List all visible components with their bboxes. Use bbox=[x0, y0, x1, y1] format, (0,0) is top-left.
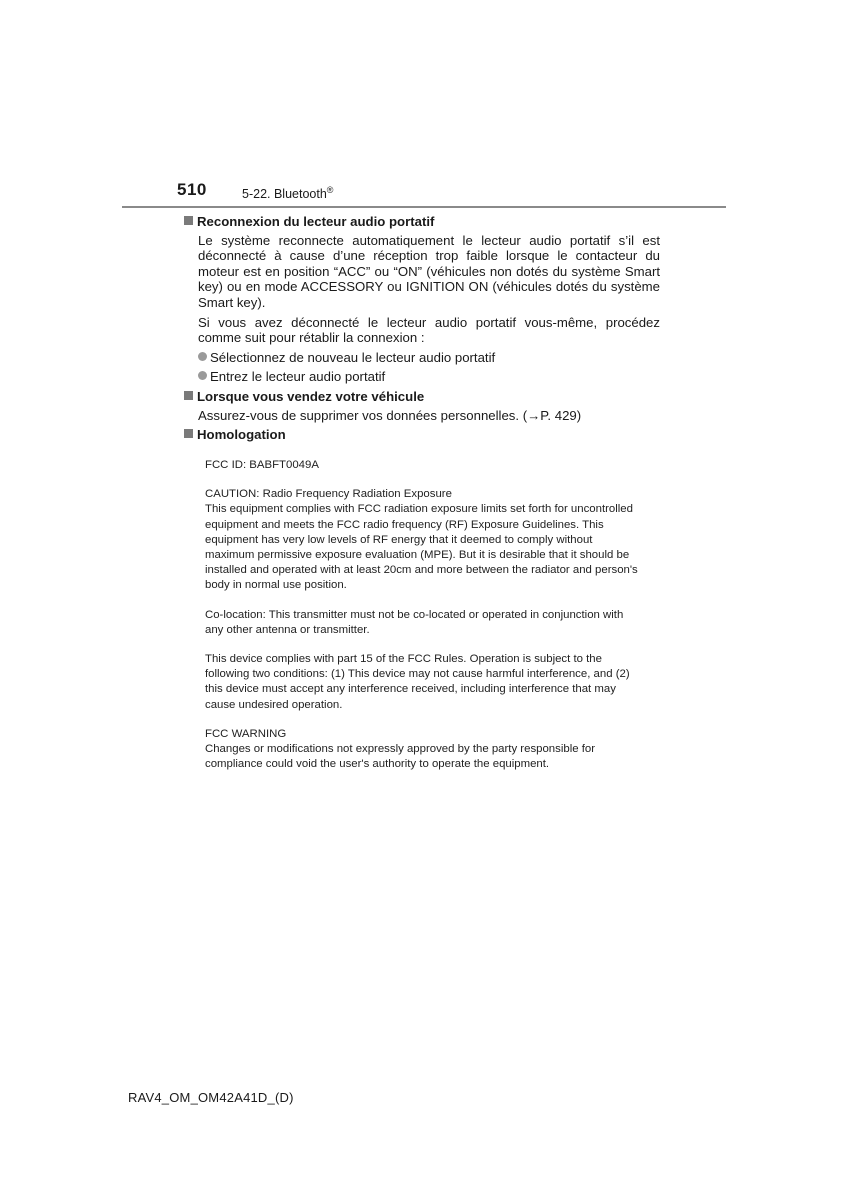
heading-reconnect bbox=[184, 214, 660, 230]
reconnect-bullet-2 bbox=[198, 369, 660, 385]
square-bullet-icon bbox=[184, 429, 193, 438]
reconnect-bullet-1 bbox=[198, 350, 660, 366]
fcc-part15-line: this device must accept any interference received, including interference that may bbox=[205, 683, 616, 696]
fcc-caution-line: installed and operated with at least 20cm and more between the radiator and person's bbox=[205, 564, 638, 577]
square-bullet-icon bbox=[184, 391, 193, 400]
header-rule bbox=[122, 206, 726, 208]
reconnect-paragraph-1: Le système reconnecte automatiquement le lecteur audio portatif s’il est déconnecté à cause d’une réception trop faible lorsque le contacteur du moteur est en position “ACC” ou “ON” (véhicules non dotés du système Smart key) ou en mode ACCESSORY ou IGNITION ON (véhicules dotés du système Smart key). bbox=[198, 232, 660, 310]
content bbox=[184, 214, 660, 443]
fcc-id-line: FCC ID: BABFT0049A bbox=[205, 459, 319, 471]
fcc-part15-line: following two conditions: (1) This device may not cause harmful interference, and (2) bbox=[205, 668, 630, 681]
registered-mark: ® bbox=[326, 185, 334, 195]
fcc-caution-line: body in normal use position. bbox=[205, 579, 347, 592]
circle-bullet-icon bbox=[198, 352, 207, 361]
sell-paragraph: Assurez-vous de supprimer vos données personnelles. (→P. 429) bbox=[198, 407, 582, 423]
fcc-caution-line: equipment and meets the FCC radio frequency (RF) Exposure Guidelines. This bbox=[205, 518, 604, 531]
fcc-colocation-line: any other antenna or transmitter. bbox=[205, 623, 370, 636]
heading-sell-text: Lorsque vous vendez votre véhicule bbox=[197, 388, 425, 404]
heading-homologation bbox=[184, 427, 660, 443]
heading-reconnect-text: Reconnexion du lecteur audio portatif bbox=[197, 214, 435, 229]
fcc-part15-line: This device complies with part 15 of the FCC Rules. Operation is subject to the bbox=[205, 653, 602, 666]
fcc-colocation-line: Co-location: This transmitter must not be co-located or operated in conjunction with bbox=[205, 608, 624, 621]
bullet-text: Sélectionnez de nouveau le lecteur audio portatif bbox=[210, 349, 496, 365]
fcc-caution-line: CAUTION: Radio Frequency Radiation Exposure bbox=[205, 488, 452, 501]
reconnect-paragraph-2: Si vous avez déconnecté le lecteur audio portatif vous-même, procédez comme suit pour rétablir la connexion : bbox=[198, 314, 660, 346]
fcc-colocation bbox=[205, 608, 665, 638]
fcc-caution-line: This equipment complies with FCC radiation exposure limits set forth for uncontrolled bbox=[205, 503, 633, 516]
fcc-warning bbox=[205, 727, 665, 773]
section-title bbox=[242, 185, 333, 201]
circle-bullet-icon bbox=[198, 371, 207, 380]
fcc-caution bbox=[205, 487, 665, 593]
fcc-warning-line: Changes or modifications not expressly approved by the party responsible for bbox=[205, 743, 596, 756]
heading-homologation-text: Homologation bbox=[197, 427, 286, 443]
fcc-id bbox=[205, 458, 665, 473]
fcc-warning-line: compliance could void the user's authority to operate the equipment. bbox=[205, 758, 550, 771]
section-title-text: 5-22. Bluetooth bbox=[242, 187, 327, 202]
fcc-part15-line: cause undesired operation. bbox=[205, 698, 343, 711]
fcc-warning-line: FCC WARNING bbox=[205, 727, 287, 740]
fcc-caution-line: maximum permissive exposure evaluation (MPE). But it is desirable that it should be bbox=[205, 549, 630, 562]
page-number: 510 bbox=[177, 180, 207, 199]
bullet-text: Entrez le lecteur audio portatif bbox=[210, 369, 386, 385]
footer-code: RAV4_OM_OM42A41D_(D) bbox=[128, 1090, 294, 1105]
fcc-caution-line: equipment has very low levels of RF energy that it deemed to comply without bbox=[205, 533, 593, 546]
fcc-label-block bbox=[205, 458, 665, 786]
fcc-part15 bbox=[205, 652, 665, 713]
heading-sell bbox=[184, 389, 660, 405]
square-bullet-icon bbox=[184, 216, 193, 225]
